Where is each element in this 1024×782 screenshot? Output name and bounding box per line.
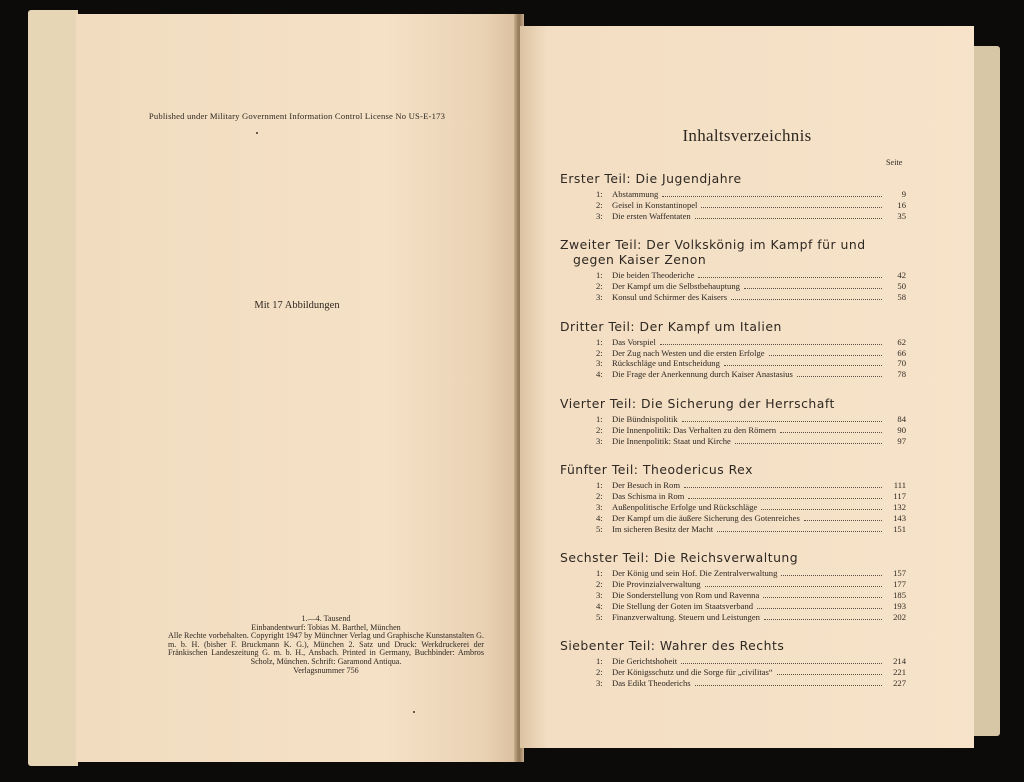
- publisher-number: Verlagsnummer 756: [293, 665, 359, 675]
- dot-leader: [695, 218, 882, 219]
- entry-title: Finanzverwaltung. Steuern und Leistungen: [612, 611, 760, 622]
- toc-entry: [560, 337, 906, 348]
- toc-entry: [560, 524, 906, 535]
- part-heading-text: Dritter Teil: Der Kampf um Italien: [560, 318, 782, 334]
- toc-entry: [560, 292, 906, 303]
- entry-number: 1:: [596, 480, 603, 491]
- dot-leader: [797, 376, 882, 377]
- entry-page-number: 78: [897, 369, 906, 380]
- entry-page-number: 50: [897, 281, 906, 292]
- entry-title: Der Zug nach Westen und die ersten Erfolge: [612, 347, 765, 358]
- toc-entry: [560, 579, 906, 590]
- dot-leader: [662, 196, 882, 197]
- entry-page-number: 16: [897, 199, 906, 210]
- dot-leader: [682, 421, 882, 422]
- part-heading-text: Siebenter Teil: Wahrer des Rechts: [560, 638, 785, 654]
- entry-number: 3:: [596, 435, 603, 446]
- toc-part: [560, 319, 906, 380]
- entry-title: Abstammung: [612, 189, 659, 199]
- entry-page-number: 97: [897, 435, 906, 446]
- entry-number: 4:: [596, 369, 603, 380]
- toc-entry: [560, 358, 906, 369]
- entry-title: Der Besuch in Rom: [612, 480, 681, 491]
- toc-title: Inhaltsverzeichnis: [682, 126, 812, 145]
- entry-title: Die Frage der Anerkennung durch Kaiser Anastasius: [612, 369, 793, 380]
- entry-title: Das Schisma in Rom: [612, 491, 685, 502]
- part-heading: [560, 319, 906, 334]
- entry-title: Rückschläge und Entscheidung: [612, 358, 720, 369]
- entry-page-number: 214: [893, 656, 906, 667]
- entry-title: Konsul und Schirmer des Kaisers: [612, 291, 728, 302]
- part-heading: [560, 237, 906, 267]
- part-heading-continuation: gegen Kaiser Zenon: [573, 252, 707, 268]
- entry-number: 1:: [596, 189, 603, 199]
- toc-part: [560, 550, 906, 622]
- dot-leader: [763, 597, 882, 598]
- entry-page-number: 132: [893, 501, 906, 512]
- toc-entry: [560, 270, 906, 281]
- entry-number: 3:: [596, 501, 603, 512]
- page-column-label: Seite: [886, 158, 903, 167]
- binding-design-line: Einbandentwurf: Tobias M. Barthel, München: [251, 622, 401, 632]
- entry-page-number: 84: [897, 413, 906, 424]
- toc-entry: [560, 656, 906, 667]
- entry-number: 1:: [596, 568, 603, 579]
- toc-entry: [560, 590, 906, 601]
- toc-entry: [560, 491, 906, 502]
- entry-number: 2:: [596, 424, 603, 435]
- toc-entry: [560, 502, 906, 513]
- entry-title: Die Stellung der Goten im Staatsverband: [612, 600, 754, 611]
- dot-leader: [735, 443, 882, 444]
- entry-page-number: 117: [893, 491, 906, 502]
- toc-entry: [560, 369, 906, 380]
- entry-number: 4:: [596, 512, 603, 523]
- entry-page-number: 62: [897, 336, 906, 347]
- entry-title: Die Provinzialverwaltung: [612, 579, 701, 590]
- dot-leader: [780, 432, 882, 433]
- dot-leader: [764, 619, 882, 620]
- entry-page-number: 151: [893, 523, 906, 534]
- part-heading-text: Fünfter Teil: Theodericus Rex: [560, 462, 753, 478]
- entry-page-number: 66: [897, 347, 906, 358]
- entry-number: 3:: [596, 358, 603, 369]
- dot-leader: [731, 299, 882, 300]
- entry-number: 2:: [596, 579, 603, 590]
- entry-page-number: 9: [901, 189, 906, 199]
- toc-parts: [560, 171, 906, 705]
- entry-page-number: 90: [897, 424, 906, 435]
- entry-number: 2:: [596, 281, 603, 292]
- dot-leader: [781, 575, 882, 576]
- toc-entry: [560, 425, 906, 436]
- toc-entry: [560, 480, 906, 491]
- dot-leader: [724, 365, 882, 366]
- edition-line: 1.—4. Tausend: [301, 614, 351, 623]
- part-heading: [560, 396, 906, 411]
- paper-speck: [413, 711, 415, 713]
- entry-title: Die beiden Theoderiche: [612, 270, 695, 281]
- toc-entry: [560, 667, 906, 678]
- dot-leader: [717, 531, 882, 532]
- entry-page-number: 157: [893, 568, 906, 579]
- dot-leader: [757, 608, 882, 609]
- entry-title: Außenpolitische Erfolge und Rückschläge: [612, 501, 758, 512]
- entry-page-number: 143: [893, 512, 906, 523]
- dot-leader: [769, 355, 882, 356]
- dot-leader: [695, 685, 882, 686]
- toc-entry: [560, 568, 906, 579]
- entry-page-number: 227: [893, 677, 906, 688]
- entry-title: Der Königsschutz und die Sorge für „civilitas“: [612, 667, 773, 678]
- toc-part: [560, 237, 906, 302]
- entry-number: 2:: [596, 667, 603, 678]
- dot-leader: [701, 207, 882, 208]
- toc-entry: [560, 612, 906, 623]
- entry-number: 3:: [596, 589, 603, 600]
- toc-entry: [560, 211, 906, 222]
- part-heading-text: Vierter Teil: Die Sicherung der Herrschaft: [560, 395, 835, 411]
- illustrations-note: Mit 17 Abbildungen: [254, 300, 340, 311]
- right-page: [520, 26, 974, 748]
- license-notice: Published under Military Government Information Control License No US-E-173: [148, 111, 446, 121]
- entry-page-number: 202: [893, 611, 906, 622]
- entry-title: Der König und sein Hof. Die Zentralverwaltung: [612, 568, 778, 579]
- entry-number: 5:: [596, 611, 603, 622]
- entry-page-number: 185: [893, 589, 906, 600]
- entry-page-number: 58: [897, 291, 906, 302]
- entry-number: 2:: [596, 199, 603, 210]
- entry-number: 3:: [596, 210, 603, 221]
- entry-title: Der Kampf um die Selbstbehauptung: [612, 281, 740, 292]
- entry-title: Das Edikt Theoderichs: [612, 677, 691, 688]
- dot-leader: [681, 663, 882, 664]
- part-heading: [560, 462, 906, 477]
- toc-entry: [560, 281, 906, 292]
- part-heading: [560, 638, 906, 653]
- dot-leader: [761, 509, 882, 510]
- left-page: [76, 14, 518, 762]
- dot-leader: [804, 520, 882, 521]
- dot-leader: [688, 498, 882, 499]
- entry-title: Die Bündnispolitik: [612, 413, 678, 424]
- toc-entry: [560, 601, 906, 612]
- entry-number: 1:: [596, 336, 603, 347]
- entry-title: Das Vorspiel: [612, 336, 656, 347]
- entry-page-number: 42: [897, 270, 906, 281]
- dot-leader: [660, 344, 882, 345]
- entry-number: 4:: [596, 600, 603, 611]
- paper-speck: [256, 132, 258, 134]
- toc-entry: [560, 189, 906, 200]
- entry-title: Im sicheren Besitz der Macht: [612, 523, 714, 534]
- entry-page-number: 35: [897, 210, 906, 221]
- toc-entry: [560, 348, 906, 359]
- part-heading-text: Sechster Teil: Die Reichsverwaltung: [560, 550, 799, 566]
- part-heading-text: Zweiter Teil: Der Volkskönig im Kampf für und: [560, 237, 866, 253]
- entry-title: Die ersten Waffentaten: [612, 210, 691, 221]
- entry-number: 2:: [596, 491, 603, 502]
- entry-page-number: 177: [893, 579, 906, 590]
- toc-entry: [560, 678, 906, 689]
- entry-title: Die Innenpolitik: Das Verhalten zu den Römern: [612, 424, 777, 435]
- toc-part: [560, 171, 906, 221]
- toc-entry: [560, 414, 906, 425]
- part-heading: [560, 171, 906, 186]
- entry-page-number: 193: [893, 600, 906, 611]
- entry-page-number: 70: [897, 358, 906, 369]
- toc-part: [560, 638, 906, 688]
- dot-leader: [777, 674, 882, 675]
- dot-leader: [698, 277, 882, 278]
- toc-part: [560, 396, 906, 446]
- imprint-block: [168, 615, 484, 675]
- entry-page-number: 111: [893, 480, 906, 491]
- dot-leader: [684, 487, 882, 488]
- dot-leader: [744, 288, 882, 289]
- entry-title: Geisel in Konstantinopel: [612, 199, 698, 210]
- entry-title: Der Kampf um die äußere Sicherung des Gotenreiches: [612, 512, 800, 523]
- entry-number: 3:: [596, 677, 603, 688]
- entry-number: 5:: [596, 523, 603, 534]
- dot-leader: [705, 586, 882, 587]
- entry-number: 1:: [596, 656, 603, 667]
- entry-title: Die Sonderstellung von Rom und Ravenna: [612, 589, 760, 600]
- rights-text: Alle Rechte vorbehalten. Copyright 1947 by Münchner Verlag und Graphische Kunstanstalten G. m. b. H. (bisher F. Bruckmann K. G.), München 2. Satz und Druck: Werkdruckerei der Fränkischen Landeszeitung G. m. b. H., Ansbach. Printed in Germany, Buchbinder: Ambros Scholz, München. Schrift: Garamond Antiqua.: [168, 631, 484, 666]
- toc-entry: [560, 200, 906, 211]
- entry-number: 1:: [596, 270, 603, 281]
- part-heading: [560, 550, 906, 565]
- entry-number: 1:: [596, 413, 603, 424]
- toc-entry: [560, 513, 906, 524]
- part-heading-text: Erster Teil: Die Jugendjahre: [560, 171, 742, 186]
- entry-number: 3:: [596, 291, 603, 302]
- toc-entry: [560, 436, 906, 447]
- entry-number: 2:: [596, 347, 603, 358]
- entry-title: Die Gerichtshoheit: [612, 656, 678, 667]
- toc-part: [560, 462, 906, 534]
- book-cover-edge-left: [28, 10, 78, 766]
- entry-page-number: 221: [893, 667, 906, 678]
- entry-title: Die Innenpolitik: Staat und Kirche: [612, 435, 731, 446]
